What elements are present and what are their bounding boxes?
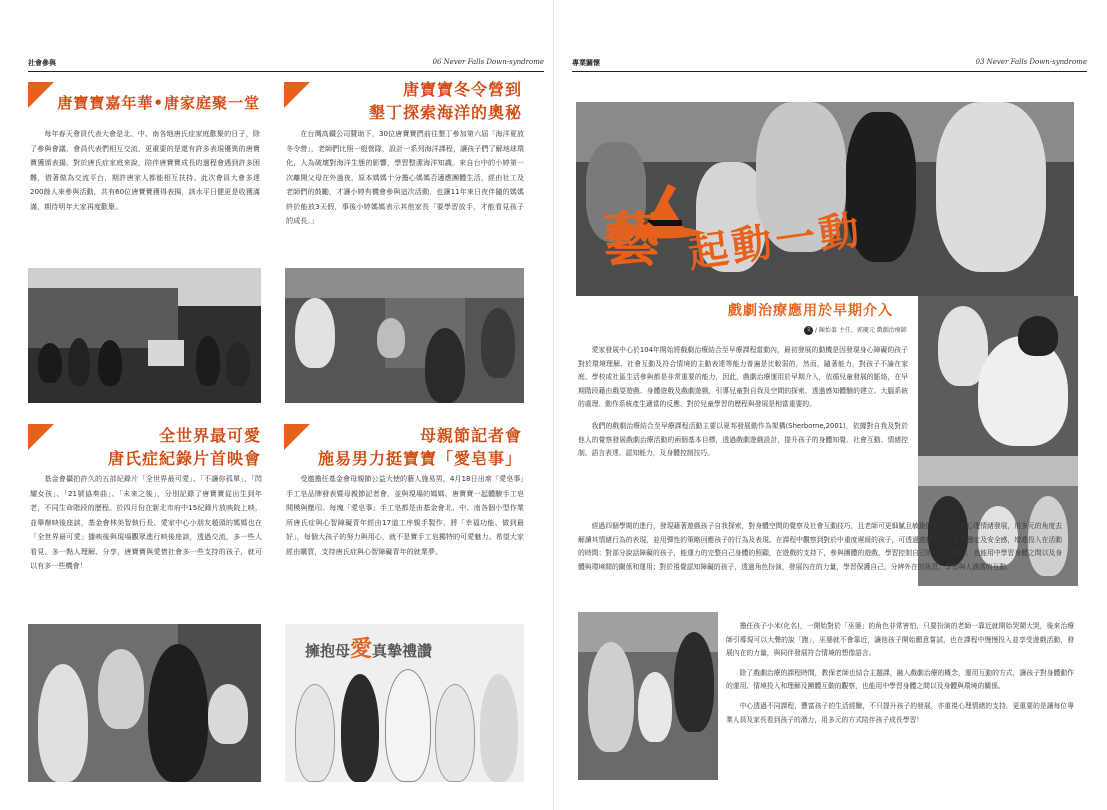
feature-title-rest: 起動一動 <box>685 205 867 278</box>
group-photo <box>28 268 261 403</box>
article-body <box>286 472 524 559</box>
activity-photo <box>918 296 1078 456</box>
feature-body-middle <box>578 520 1062 574</box>
feature-paragraph: 經過四個學期的進行，發現藉著遊戲孩子自我探索，對身體空間的覺察及社會互動技巧，且老師可更細膩且敏銳的觀察孩子的心理情緒發展，用多元的角度去解讀其情緒行為的表現，並用彈性的策略回應孩子的行為及表現。在課程中觀察到對於中重度遲緩的孩子，可透過遊戲遊戲，提升穩定及安全感，增進投入在活動的時間；對部分說話障礙的孩子，能運力的完整自己身體的照顧，在遊戲的支持下，參與團體的遊戲，學習控制自己的每一個動作，也能用中學習身體之間以及身體與環境間的關係和運用；對於視覺認知障礙的孩子，透過角色扮演，發展內在的力量，學習保護自己，分辨外在的訊息，學習與人適當的互動。 <box>578 522 1062 571</box>
byline-text: / 陳怡蓁 主任、郭慶元 戲劇治療師 <box>815 327 907 334</box>
mother-child-photo <box>28 624 261 782</box>
banner-text-part: 擁抱母 <box>305 642 351 660</box>
article-paragraph: 受邀擔任基金會母親節公益大使的藝人施易男，4月18日出席「愛皂事」手工皂品牌發表暨母親節記者會，並與現場的媽媽、唐寶寶一起體驗手工皂開模與壓印。每塊「愛皂事」手工皂都是由基金會北、中、南各個小型作業所唐氏症與心智障礙青年經由17道工序親手製作，將「幸福功能、做到最好」，每個大孩子的努力與用心，就不是寶手工皂獨特的可愛魅力。希望大家經由購買，支持唐氏症與心智障礙青年的就業夢。 <box>286 474 524 556</box>
feature-body-lower <box>726 620 1074 727</box>
article-title-line: 唐寶寶冬令營到 <box>402 80 522 99</box>
feature-paragraph: 我們的戲劇治療結合至早療課程活動主要以夏邦發展動作為架構(Sherborne,2001)，依據對自我及對於他人的覺察發展戲劇治療活動的兩個基本目標，透過戲劇遊戲設計，提升孩子的身體知覺、社會互動、情緒控制、語言表達、認知能力，及身體控制技巧。 <box>578 421 908 458</box>
article-title <box>296 78 522 124</box>
right-page <box>553 0 1107 810</box>
article-title-line: 墾丁探索海洋的奧秘 <box>368 103 522 122</box>
running-title: 03 Never Falls Down-syndrome <box>975 58 1087 66</box>
feature-paragraph: 擔任孩子小米(化名)，一開始對於「巫婆」的角色非常害怕，只要扮演的老師一靠近就開始哭鬧大哭，後來治療師引導現可以大聲的說「跑」，巫婆就不會靠近，讓他孩子開始願意嘗試，也在課程中慢慢投入並享受遊戲活動，發展內在的力量，與同伴發展符合情境的想像語言。 <box>726 622 1074 658</box>
byline-badge: 文 <box>805 327 811 333</box>
article-title-line: 全世界最可愛 <box>158 426 261 445</box>
article-title <box>40 92 260 115</box>
banner-text-part: 真摯禮讚 <box>372 642 433 660</box>
page-header <box>28 58 544 72</box>
article-title <box>296 424 522 470</box>
section-label: 社會參與 <box>28 59 56 67</box>
article-paragraph: 基金會攝拍許久的五部紀錄片「全世界最可愛」、「不讓你孤單」、「閃耀女孩」、「21號協奏曲」、「未來之後」，分別記錄了唐寶寶從出生到年老，不同生命階段的歷程。於四月份在新北市府中15紀錄片放映院上映，並舉辦映後座談，基金會林美智執行長、愛家中心小朋友趙頭的媽媽也在「全世界最可愛」播映後與現場觀眾進行映後座談，透過交流，多一些人看見、多一點人理解、分享，唐寶寶與愛惜社會多一些支持的孩子，就可以有多一些機會！ <box>30 474 262 570</box>
feature-subtitle: 戲劇治療應用於早期介入 <box>728 303 893 319</box>
article-title-line: 唐氏症紀錄片首映會 <box>107 449 261 468</box>
play-photo <box>578 612 718 780</box>
article-title-line: 施易男力挺寶寶「愛皂事」 <box>317 449 522 468</box>
page-header <box>572 58 1087 72</box>
running-title: 06 Never Falls Down-syndrome <box>432 58 544 66</box>
byline <box>804 325 907 335</box>
feature-title-big: 藝 <box>602 206 659 274</box>
article-body <box>30 127 260 214</box>
article-title-line: 母親節記者會 <box>419 426 522 445</box>
article-paragraph: 在台灣高鐵公司贊助下，30位唐寶寶們前往墾丁參加第六屆「海洋夏放冬令營」，老師們比照一般營隊，設計一系列海洋課程，讓孩子們了解地球環化，人為破壞對海洋生態的影響，學習整潔海洋知識。來自台中的小婷第一次離開父母在外過夜，原本媽媽十分擔心媽媽否適應團體生活，經由社工及老師們的鼓勵，才讓小婷有機會參與這次活動，也讓11年來日夜伴隨的媽媽終於能放3天假，事後小婷媽媽表示其他家長「要學習放手，才能看見孩子的成長。」 <box>286 129 524 225</box>
feature-paragraph: 中心透過不同課程，豐富孩子的生活經驗，不只提升孩子的發展，亦重視心理情緒的支持，更重要的是讓每位專業人員及家長看到孩子的潛力，用多元的方式陪伴孩子成長學習！ <box>726 701 1074 724</box>
banner-text-part: 愛 <box>350 637 373 662</box>
section-label: 專業關懷 <box>572 59 600 67</box>
banner <box>148 340 184 366</box>
feature-paragraph: 愛家發展中心於104年開始將戲劇治療結合至早療課程當動內，最初發展的動機是因發現身心障礙的孩子對於環境理解、社會互動及符合情境的主動表達等能力普遍是比較弱的，然而，隨著能力，對孩子不論在家庭、學校或社區生活參與都是非常重要的能力，因此，戲劇治療運用於早期介入，依循兒童發展的脈絡，在早期階段藉由戲耍遊戲、身體遊戲及戲劇遊戲，引導兒童對自我及空間的探索、透過感知體驗的建立、大腦系統的處理、動作系統產生適當的反應、對於兒童學習的歷程與發展是相當重要的。 <box>578 346 908 409</box>
banner-text <box>305 632 432 663</box>
article-paragraph: 每年春天會員代表大會是北、中、南各地唐氏症家庭歡聚的日子，除了參與會議、會員代表們相互交流、更重要的是還有許多表現優異的唐寶寶獲頒表揚。對於唐氏症家庭來說，陪伴唐寶寶成長的過程會遇到許多困難，借著做為交流平台，期許唐家人都能相互扶持。此次會員大會多達200餘人來參與活動，共有60位唐寶寶獲得表揚，該水平日健更是收獲滿滿，期待明年大家再度歡聚。 <box>30 129 260 211</box>
feature-paragraph: 除了戲劇治療的課程時間，教保老師也結合主題課，融入戲劇治療的概念，運用互動的方式，讓孩子對身體動作的運用、情境投入和理解及團體互動的觀察，也能用中學習身體之間以及身體與環境的關係。 <box>726 668 1074 691</box>
press-event-photo <box>285 624 524 782</box>
article-title-line: 唐寶寶嘉年華•唐家庭聚一堂 <box>57 94 260 112</box>
left-page <box>0 0 553 810</box>
article-title <box>40 424 261 470</box>
feature-body-upper <box>578 344 908 461</box>
train-photo <box>285 268 524 403</box>
article-body <box>286 127 524 229</box>
article-body <box>30 472 262 574</box>
